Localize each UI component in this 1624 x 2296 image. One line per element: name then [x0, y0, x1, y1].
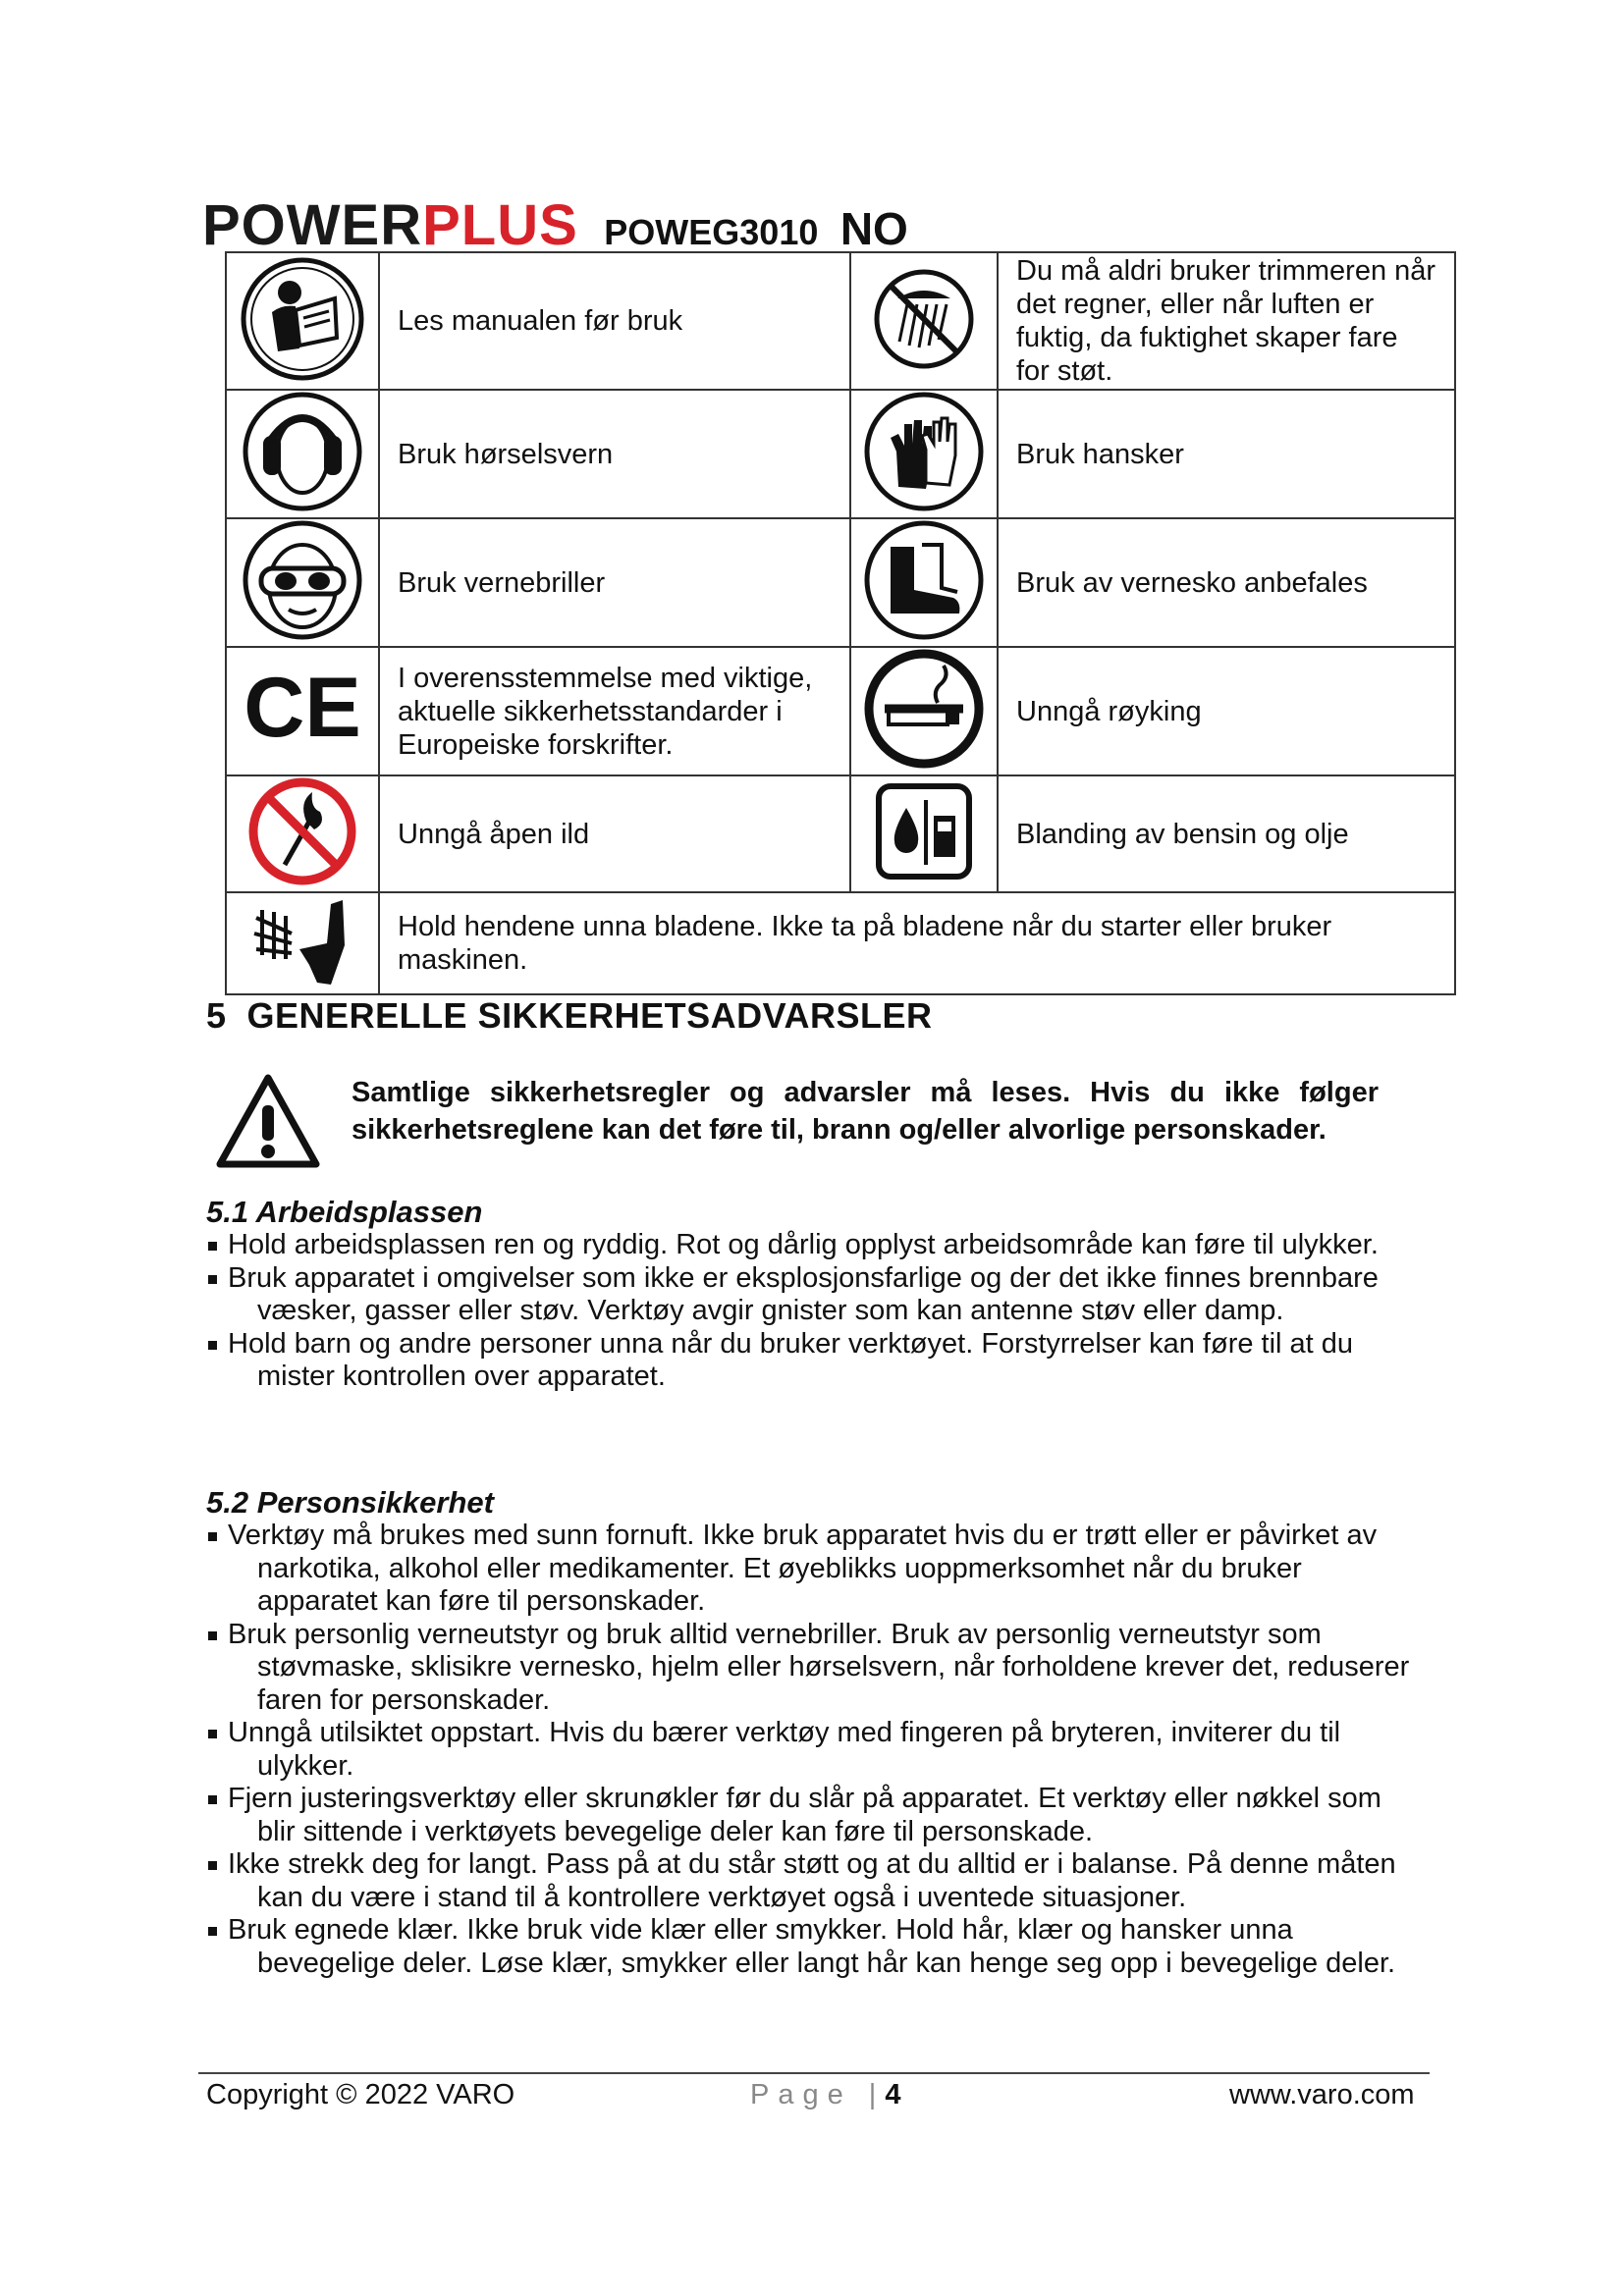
workplace-list	[206, 1229, 1414, 1394]
warning-triangle-icon	[214, 1072, 322, 1175]
no-fire-icon	[226, 775, 379, 892]
gloves-text: Bruk hansker	[998, 390, 1455, 518]
list-item: Unngå utilsiktet oppstart. Hvis du bærer verktøy med fingeren på bryteren, inviterer du til ulykker.	[206, 1717, 1414, 1783]
read-manual-text: Les manualen før bruk	[379, 252, 850, 390]
goggles-icon	[226, 518, 379, 647]
no-smoking-text: Unngå røyking	[998, 647, 1455, 775]
no-fire-text: Unngå åpen ild	[379, 775, 850, 892]
no-rain-text: Du må aldri bruker trimmeren når det regner, eller når luften er fuktig, da fuktighet skaper fare for støt.	[998, 252, 1455, 390]
page-header	[202, 192, 908, 257]
symbols-table	[225, 251, 1456, 995]
fuel-mix-icon	[850, 775, 998, 892]
footer-page-number: Page |4	[750, 2079, 901, 2110]
boots-text: Bruk av vernesko anbefales	[998, 518, 1455, 647]
boots-icon	[850, 518, 998, 647]
ce-mark-text: CE	[244, 669, 361, 748]
list-item: Fjern justeringsverktøy eller skrunøkler før du slår på apparatet. Et verktøy eller nøkkel som blir sittende i verktøyets bevegelige deler kan føre til personskade.	[206, 1783, 1414, 1848]
list-item: Bruk personlig verneutstyr og bruk alltid vernebriller. Bruk av personlig verneutstyr som støvmaske, sklisikre vernesko, hjelm eller hørselsvern, når forholdene krever det, reduserer faren for personskader.	[206, 1619, 1414, 1718]
ear-protection-text: Bruk hørselsvern	[379, 390, 850, 518]
list-item: Ikke strekk deg for langt. Pass på at du står støtt og at du alltid er i balanse. På denne måten kan du være i stand til å kontrollere verktøyet også i uventede situasjoner.	[206, 1848, 1414, 1914]
goggles-text: Bruk vernebriller	[379, 518, 850, 647]
section-heading: 5 GENERELLE SIKKERHETSADVARSLER	[206, 995, 933, 1036]
list-item: Hold arbeidsplassen ren og ryddig. Rot og dårlig opplyst arbeidsområde kan føre til ulykker.	[206, 1229, 1414, 1262]
subsection-heading-personal-safety: 5.2 Personsikkerhet	[206, 1485, 494, 1520]
ce-mark-icon	[226, 647, 379, 775]
model-number: POWEG3010	[604, 212, 819, 252]
language-code: NO	[839, 203, 908, 254]
subsection-heading-workplace: 5.1 Arbeidsplassen	[206, 1195, 483, 1229]
no-rain-icon	[850, 252, 998, 390]
footer-divider	[198, 2072, 1430, 2074]
read-manual-icon	[226, 252, 379, 390]
brand-logo: POWERPLUS	[202, 193, 578, 257]
blades-hand-icon	[226, 892, 379, 994]
footer-copyright: Copyright © 2022 VARO	[206, 2079, 515, 2110]
gloves-icon	[850, 390, 998, 518]
list-item: Bruk egnede klær. Ikke bruk vide klær eller smykker. Hold hår, klær og hansker unna bevegelige deler. Løse klær, smykker eller langt hår kan henge seg opp i bevegelige deler.	[206, 1914, 1414, 1980]
fuel-mix-text: Blanding av bensin og olje	[998, 775, 1455, 892]
footer-website: www.varo.com	[1229, 2079, 1415, 2110]
ce-text: I overensstemmelse med viktige, aktuelle sikkerhetsstandarder i Europeiske forskrifter.	[379, 647, 850, 775]
list-item: Bruk apparatet i omgivelser som ikke er eksplosjonsfarlige og der det ikke finnes brennbare væsker, gasser eller støv. Verktøy avgir gnister som kan antenne støv eller damp.	[206, 1262, 1414, 1328]
list-item: Hold barn og andre personer unna når du bruker verktøyet. Forstyrrelser kan føre til at du mister kontrollen over apparatet.	[206, 1328, 1414, 1394]
warning-text: Samtlige sikkerhetsregler og advarsler må leses. Hvis du ikke følger sikkerhetsreglene kan det føre til, brann og/eller alvorlige personskader.	[352, 1077, 1379, 1146]
list-item: Verktøy må brukes med sunn fornuft. Ikke bruk apparatet hvis du er trøtt eller er påvirket av narkotika, alkohol eller medikamenter. Et øyeblikks uoppmerksomhet når du bruker apparatet kan føre til personskader.	[206, 1520, 1414, 1619]
no-smoking-icon	[850, 647, 998, 775]
blades-text: Hold hendene unna bladene. Ikke ta på bladene når du starter eller bruker maskinen.	[379, 892, 1455, 994]
ear-protection-icon	[226, 390, 379, 518]
personal-safety-list	[206, 1520, 1414, 1980]
